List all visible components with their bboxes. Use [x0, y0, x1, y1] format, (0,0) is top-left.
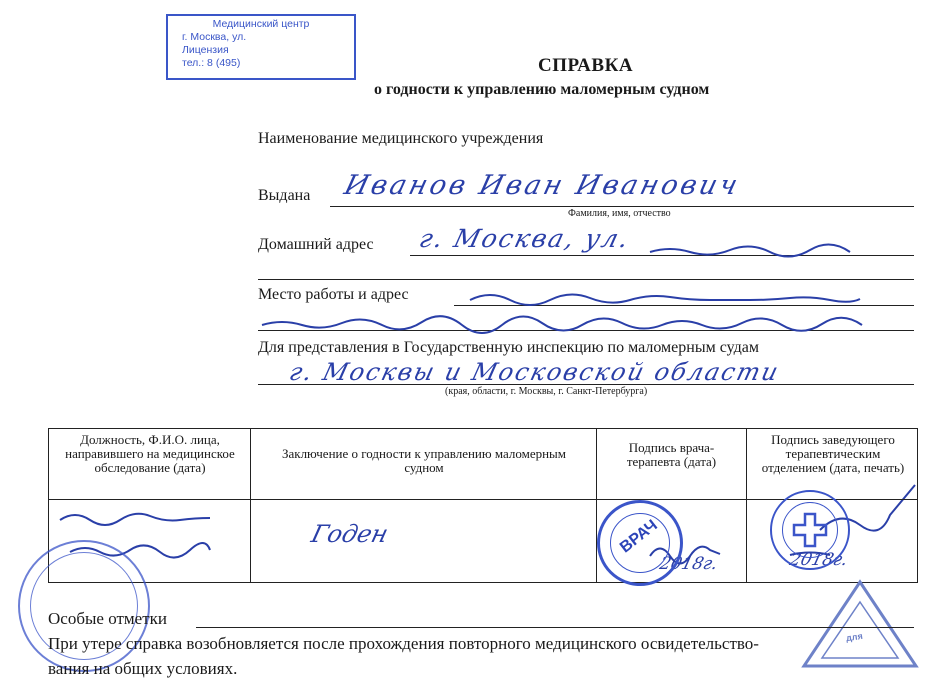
table-header-referrer: Должность, Ф.И.О. лица, направившего на медицинское обследование (дата) [65, 432, 235, 475]
document-subtitle: о годности к управлению маломерным судном [374, 81, 710, 98]
head-date: 2018г. [787, 550, 850, 570]
loss-note-continued: вания на общих условиях. [48, 659, 238, 678]
table-col-divider-2 [596, 429, 597, 582]
clinic-stamp-line4: тел.: 8 (495) [182, 57, 241, 69]
special-marks-line [196, 627, 914, 628]
workplace-label: Место работы и адрес [258, 286, 409, 303]
workplace-scribble-2 [262, 316, 862, 333]
table-col-divider-1 [250, 429, 251, 582]
cross-icon [792, 512, 828, 548]
triangle-stamp-text: для [845, 630, 864, 644]
home-address-scribble [650, 244, 850, 256]
table-header-head-signature: Подпись заведующего терапевтическим отделением (дата, печать) [761, 432, 905, 475]
issued-to-label: Выдана [258, 187, 311, 204]
triangle-stamp [800, 578, 920, 670]
inspection-value: г. Москвы и Московской области [286, 358, 783, 386]
inspection-caption: (края, области, г. Москвы, г. Санкт-Петербурга) [445, 386, 648, 397]
institution-label: Наименование медицинского учреждения [258, 130, 544, 147]
document-title: СПРАВКА [538, 55, 634, 76]
inspection-label: Для представления в Государственную инспекцию по маломерным судам [258, 339, 759, 356]
clinic-stamp-line2: г. Москва, ул. [182, 31, 247, 43]
clinic-stamp-line1: Медицинский центр [212, 18, 310, 30]
table-col-divider-3 [746, 429, 747, 582]
doctor-date: 2018г. [657, 554, 720, 574]
table-header-conclusion: Заключение о годности к управлению маломерным судном [281, 446, 567, 475]
issued-to-caption: Фамилия, имя, отчество [568, 208, 671, 219]
loss-note: При утере справка возобновляется после прохождения повторного медицинского освидетельство- [48, 634, 759, 653]
conclusion-value: Годен [308, 520, 392, 548]
doctor-stamp-text: ВРАЧ [616, 516, 661, 557]
workplace-scribble [470, 294, 860, 305]
issued-to-value: Иванов Иван Иванович [341, 170, 744, 201]
home-address-value: г. Москва, ул. [416, 224, 634, 253]
special-marks-label: Особые отметки [48, 609, 167, 628]
table-header-doctor-signature: Подпись врача-терапевта (дата) [626, 440, 717, 469]
home-address-label: Домашний адрес [258, 236, 374, 253]
clinic-stamp-line3: Лицензия [182, 44, 229, 56]
